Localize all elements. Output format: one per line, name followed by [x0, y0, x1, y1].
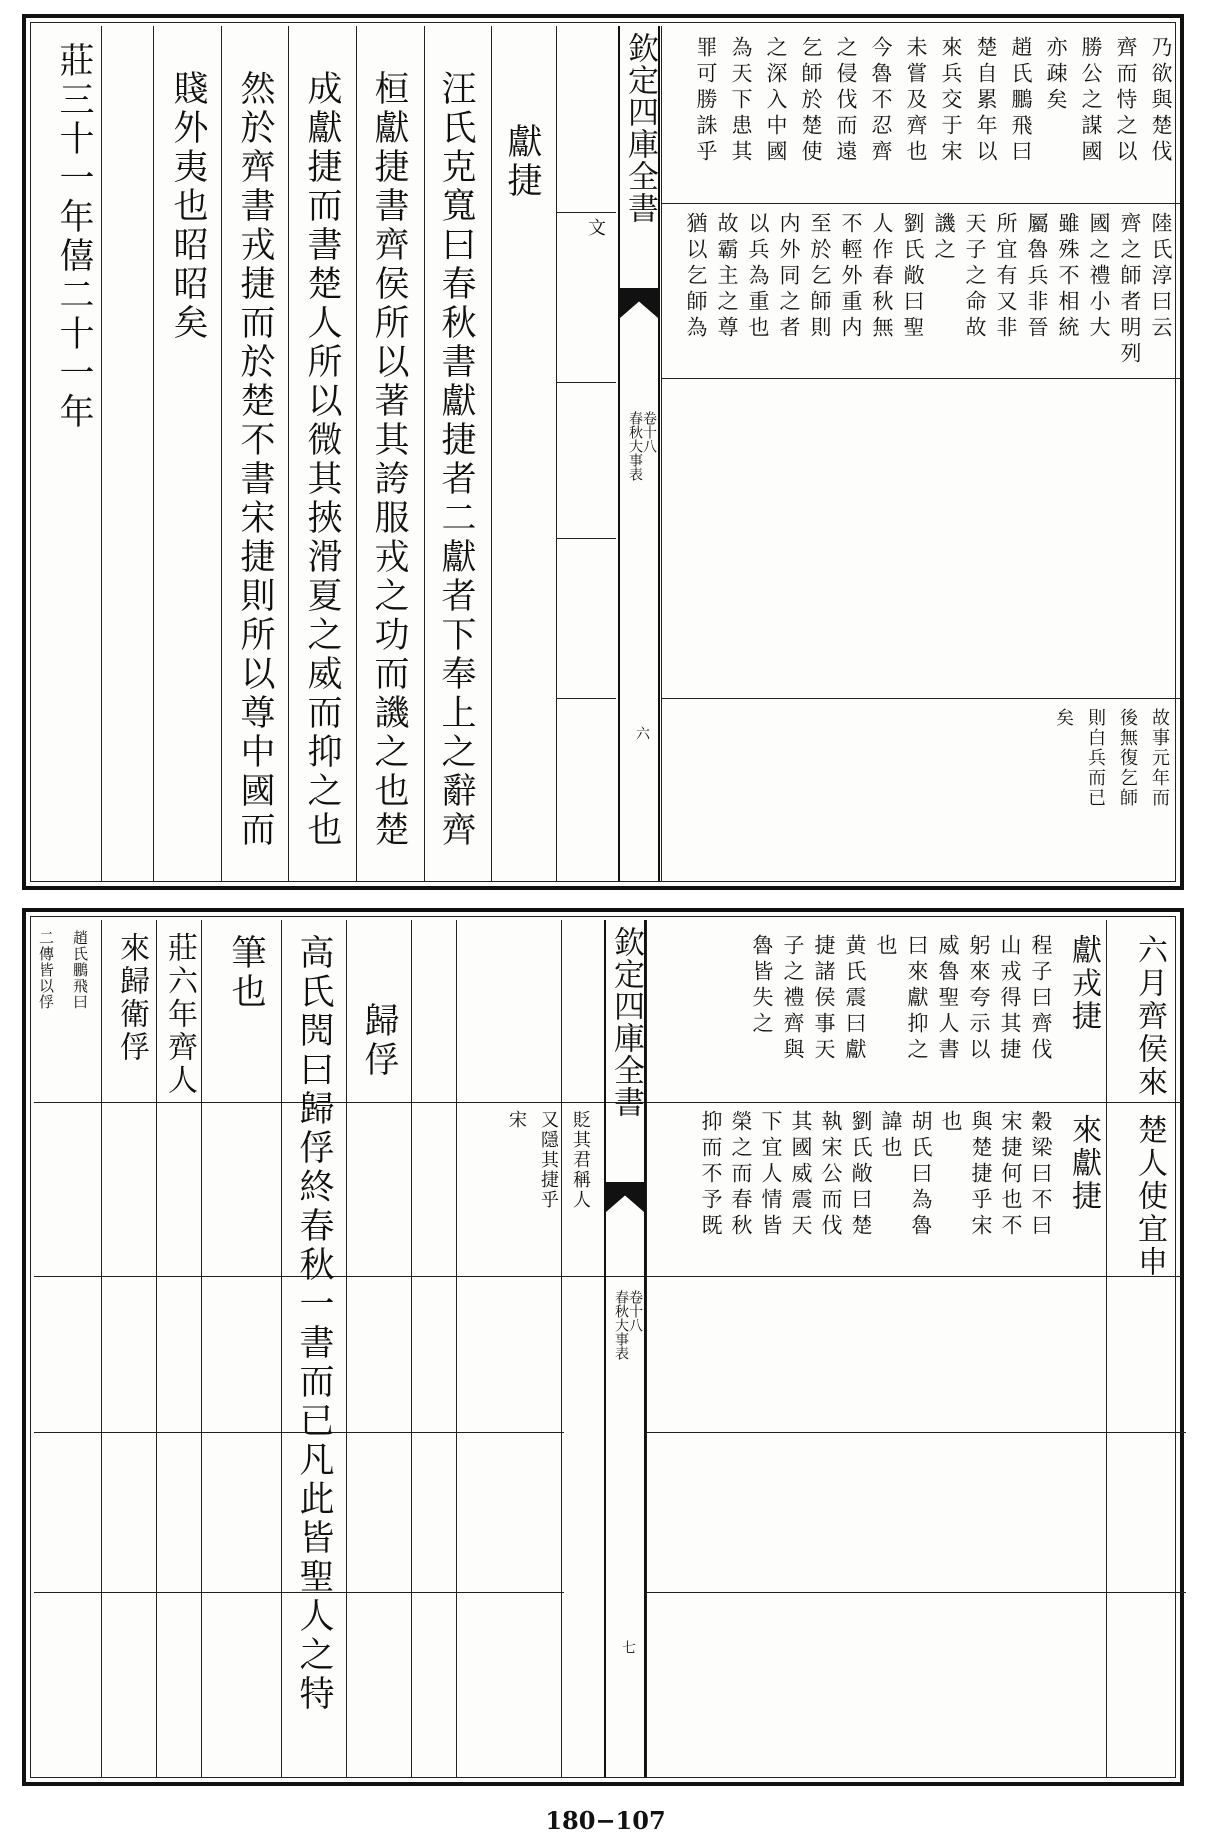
main-text-column: 筆也	[226, 934, 266, 1012]
column-rule	[156, 920, 157, 1778]
note-column: 魯皆失之	[750, 934, 774, 1038]
note-column: 胡氏曰為魯	[909, 1110, 933, 1240]
row-rule	[661, 203, 1181, 204]
column-rule	[424, 26, 425, 882]
entry-year: 莊六年齊人	[162, 932, 197, 1097]
note-column: 宋	[506, 1110, 527, 1130]
note-column: 楚自累年以	[974, 36, 998, 166]
note-column: 宋捷何也不	[999, 1110, 1023, 1240]
note-column: 齊之師者明列	[1118, 212, 1142, 368]
column-rule	[201, 920, 202, 1778]
note-column: 亦疎矣	[1044, 36, 1068, 114]
entry-return-captives: 來歸衛俘	[114, 932, 149, 1064]
section-heading: 歸俘	[359, 1002, 399, 1080]
note-column: 穀梁曰不曰	[1029, 1110, 1053, 1240]
main-text-column: 桓獻捷書齊侯所以著其誇服戎之功而譏之也楚	[369, 70, 409, 850]
note-column: 勝公之謀國	[1079, 36, 1103, 166]
note-column: 貶其君稱人	[570, 1110, 591, 1210]
note-column: 以兵為重也	[746, 212, 770, 342]
page-footer: 180−107	[545, 1806, 666, 1835]
note-column: 雖殊不相統	[1056, 212, 1080, 342]
spine-book: 春秋大事表	[613, 1290, 629, 1360]
column-rule	[456, 920, 457, 1778]
note-column: 之深入中國	[764, 36, 788, 166]
note-column: 人作春秋無	[870, 212, 894, 342]
note-column: 内外同之者	[777, 212, 801, 342]
note-column: 山戎得其捷	[998, 934, 1022, 1064]
note-column: 齊而恃之以	[1114, 36, 1138, 166]
row-rule	[646, 1592, 1186, 1593]
row-rule	[556, 698, 616, 699]
note-column: 捷諸侯事天	[812, 934, 836, 1064]
column-rule	[646, 920, 647, 1778]
note-column: 趙氏鵬飛曰	[71, 930, 89, 1010]
column-rule	[288, 26, 289, 882]
top-page	[22, 14, 1184, 890]
note-column: 又隱其捷乎	[538, 1110, 559, 1210]
note-column: 也	[874, 934, 898, 960]
column-rule	[101, 26, 102, 882]
row-rule	[646, 1432, 1186, 1433]
note-column: 國之禮小大	[1087, 212, 1111, 342]
column-rule	[491, 26, 492, 882]
note-column: 趙氏鵬飛曰	[1009, 36, 1033, 166]
note-column: 來兵交于宋	[939, 36, 963, 166]
note-column: 故事元年而	[1149, 708, 1170, 808]
entry-continuation: 楚人使宜申	[1132, 1114, 1167, 1279]
note-column: 譏之	[932, 212, 956, 264]
note-column: 威魯聖人書	[936, 934, 960, 1064]
column-rule	[561, 920, 562, 1778]
heading-xianrongjie: 獻戎捷	[1066, 934, 1101, 1033]
note-column: 不輕外重内	[839, 212, 863, 342]
section-heading: 獻捷	[502, 123, 542, 201]
heading-laixianjie: 來獻捷	[1066, 1114, 1101, 1213]
note-column: 則白兵而已	[1085, 708, 1106, 808]
note-column: 後無復乞師	[1117, 708, 1138, 808]
column-rule	[346, 920, 347, 1778]
note-column: 劉氏敞曰聖	[901, 212, 925, 342]
note-column: 子之禮齊與	[781, 934, 805, 1064]
column-rule	[221, 26, 222, 882]
note-column: 黄氏震曰獻	[843, 934, 867, 1064]
note-column: 矣	[1053, 708, 1074, 728]
note-column: 陸氏淳曰云	[1149, 212, 1173, 342]
column-rule	[153, 26, 154, 882]
note-column: 至於乞師則	[808, 212, 832, 342]
main-text-column: 然於齊書戎捷而於楚不書宋捷則所以尊中國而	[235, 70, 275, 850]
spine-page-number: 六	[634, 726, 650, 740]
main-text-column: 高氏閌曰歸俘終春秋一書而已凡此皆聖人之特	[294, 934, 334, 1714]
note-column: 程子曰齊伐	[1029, 934, 1053, 1064]
main-text-column: 成獻捷而書楚人所以微其挾滑夏之威而抑之也	[302, 70, 342, 850]
column-rule	[661, 26, 662, 882]
column-rule	[356, 26, 357, 882]
year-entry: 莊三十一年僖二十一年	[54, 42, 94, 432]
note-column: 其國威震天	[789, 1110, 813, 1240]
note-column: 與楚捷乎宋	[969, 1110, 993, 1240]
spine-volume: 卷十八	[641, 411, 657, 453]
note-column: 乞師於楚使	[799, 36, 823, 166]
note-column: 榮之而春秋	[729, 1110, 753, 1240]
spine-book: 春秋大事表	[627, 411, 643, 481]
note-column: 罪可勝誅乎	[694, 36, 718, 166]
spine	[604, 920, 646, 1778]
column-rule	[411, 920, 412, 1778]
column-rule	[101, 920, 102, 1778]
column-rule	[281, 920, 282, 1778]
note-column: 乃欲與楚伐	[1149, 36, 1173, 166]
note-column: 躬來夸示以	[967, 934, 991, 1064]
note-column: 二傳皆以俘	[37, 930, 55, 1010]
spine	[618, 26, 660, 882]
bottom-page	[22, 908, 1184, 1786]
main-text-column: 賤外夷也昭昭矣	[168, 70, 208, 343]
note-column: 之侵伐而遠	[834, 36, 858, 166]
row-rule	[556, 382, 616, 383]
note-column: 劉氏敞曰楚	[849, 1110, 873, 1240]
note-column: 屬魯兵非晉	[1025, 212, 1049, 342]
note-column: 抑而不予既	[699, 1110, 723, 1240]
note-column: 故霸主之尊	[715, 212, 739, 342]
row-rule	[556, 538, 616, 539]
row-label: 文	[585, 218, 606, 238]
note-column: 也	[939, 1110, 963, 1136]
spine-title: 欽定四庫全書	[622, 32, 658, 224]
note-column: 執宋公而伐	[819, 1110, 843, 1240]
main-text-column: 汪氏克寬曰春秋書獻捷者二獻者下奉上之辭齊	[436, 70, 476, 850]
row-rule	[556, 212, 616, 213]
fish-tail-mark	[620, 288, 658, 318]
column-rule	[556, 26, 557, 882]
note-column: 未嘗及齊也	[904, 36, 928, 166]
note-column: 今魯不忍齊	[869, 36, 893, 166]
spine-volume: 卷十八	[627, 1290, 643, 1332]
fish-tail-mark	[606, 1182, 644, 1212]
note-column: 所宜有又非	[994, 212, 1018, 342]
row-rule	[661, 378, 1181, 379]
note-column: 下宜人情皆	[759, 1110, 783, 1240]
note-column: 諱也	[879, 1110, 903, 1162]
note-column: 為天下患其	[729, 36, 753, 166]
note-column: 天子之命故	[963, 212, 987, 342]
spine-page-number: 七	[620, 1640, 636, 1654]
note-column: 曰來獻抑之	[905, 934, 929, 1064]
note-column: 猶以乞師為	[684, 212, 708, 342]
entry-month: 六月齊侯來	[1132, 934, 1167, 1099]
row-rule	[661, 698, 1181, 699]
column-rule	[1106, 920, 1107, 1778]
spine-title: 欽定四庫全書	[608, 926, 644, 1118]
